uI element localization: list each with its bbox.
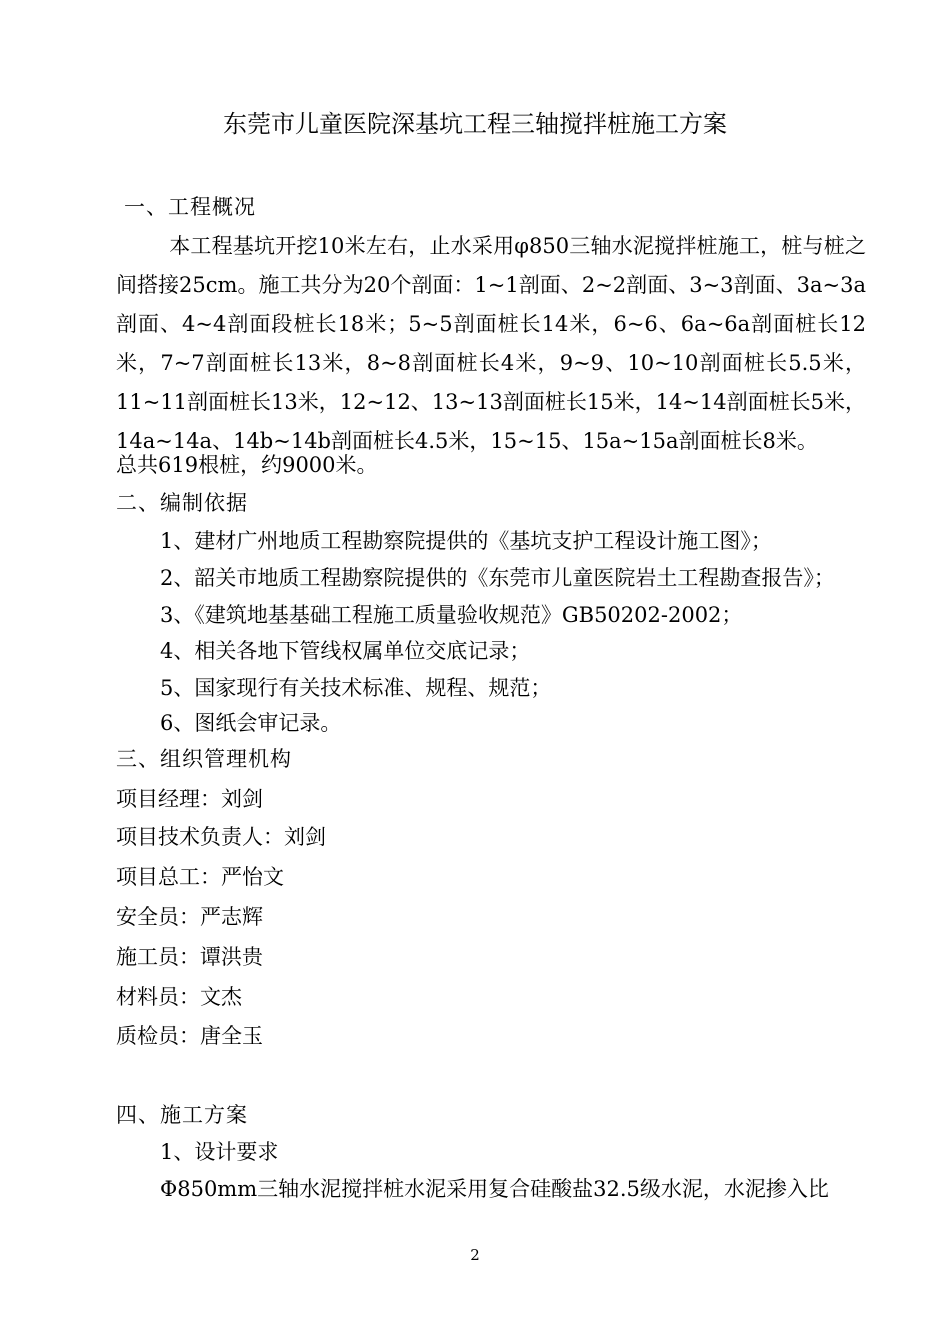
staff-entry: 安全员：严志辉 <box>116 905 263 929</box>
section-heading-plan: 四、施工方案 <box>116 1103 248 1127</box>
staff-entry: 项目技术负责人：刘剑 <box>116 825 326 849</box>
section-heading-organization: 三、组织管理机构 <box>116 747 292 771</box>
plan-text: Φ850mm三轴水泥搅拌桩水泥采用复合硅酸盐32.5级水泥，水泥掺入比 <box>160 1177 829 1201</box>
basis-item: 3、《建筑地基基础工程施工质量验收规范》GB50202-2002； <box>160 603 743 627</box>
section-heading-basis: 二、编制依据 <box>116 491 248 515</box>
basis-item: 4、相关各地下管线权属单位交底记录； <box>160 639 531 663</box>
overview-text: 本工程基坑开挖10米左右，止水采用φ850三轴水泥搅拌桩施工，桩与桩之间搭接25cm。施工共分为20个剖面：1~1剖面、2~2剖面、3~3剖面、3a~3a剖面、4~4剖面段桩长18米；5~5剖面桩长14米，6~6、6a~6a剖面桩长12米，7~7剖面桩长13米，8~8剖面桩长4米，9~9、10~10剖面桩长5.5米，11~11剖面桩长13米，12~12、13~13剖面桩长15米，14~14剖面桩长5米，14a~14a、14b~14b剖面桩长4.5米，15~15、15a~15a剖面桩长8米。 <box>116 234 866 453</box>
staff-entry: 项目总工：严怡文 <box>116 865 284 889</box>
overview-paragraph <box>116 227 866 461</box>
staff-entry: 施工员：谭洪贵 <box>116 945 263 969</box>
basis-item: 1、建材广州地质工程勘察院提供的《基坑支护工程设计施工图》； <box>160 529 772 553</box>
page-number: 2 <box>470 1246 480 1264</box>
basis-item: 5、国家现行有关技术标准、规程、规范； <box>160 676 552 700</box>
overview-total: 总共619根桩，约9000米。 <box>116 453 378 477</box>
basis-item: 2、韶关市地质工程勘察院提供的《东莞市儿童医院岩土工程勘查报告》； <box>160 566 835 590</box>
section-heading-overview: 一、工程概况 <box>124 195 256 219</box>
staff-entry: 质检员：唐全玉 <box>116 1024 263 1048</box>
page-title: 东莞市儿童医院深基坑工程三轴搅拌桩施工方案 <box>223 110 727 138</box>
staff-entry: 项目经理：刘剑 <box>116 787 263 811</box>
plan-subheading: 1、设计要求 <box>160 1140 279 1164</box>
basis-item: 6、图纸会审记录。 <box>160 711 342 735</box>
staff-entry: 材料员：文杰 <box>116 985 242 1009</box>
